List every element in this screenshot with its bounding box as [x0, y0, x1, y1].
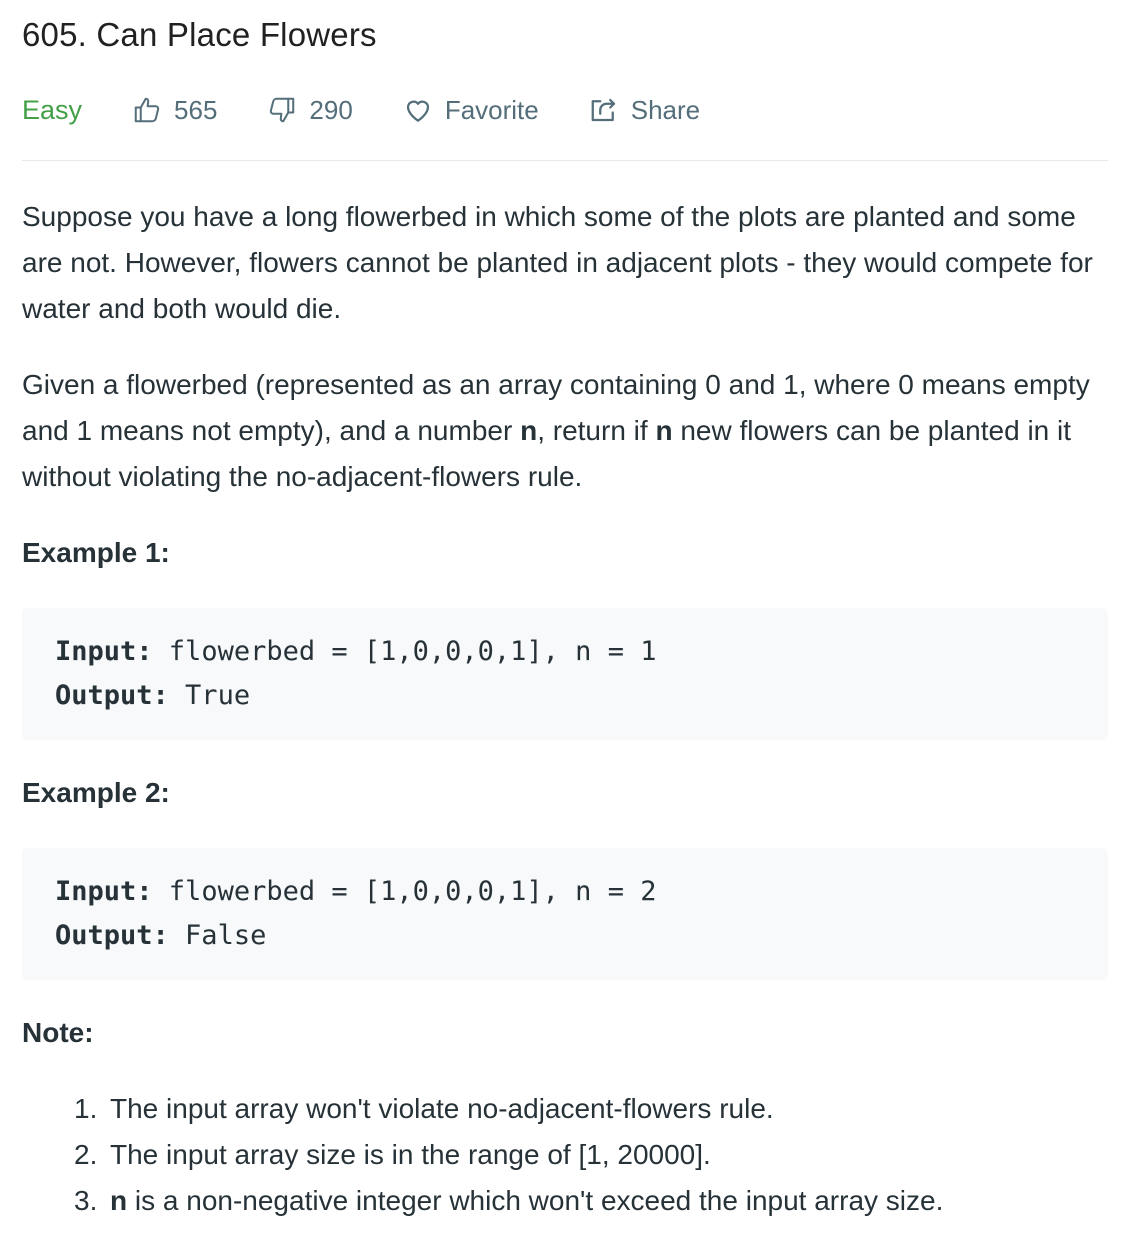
share-label: Share	[630, 94, 701, 125]
note-text: The input array won't violate no-adjacent-flowers rule.	[110, 1093, 774, 1124]
note-text: is a non-negative integer which won't exceed the input array size.	[127, 1185, 944, 1216]
heart-icon	[403, 95, 433, 125]
example-2-code	[22, 848, 1108, 980]
variable-n: n	[110, 1185, 128, 1216]
variable-n: n	[520, 415, 538, 446]
example-2-title: Example 2:	[22, 777, 170, 808]
note-number: 2.	[74, 1139, 98, 1170]
variable-n: n	[655, 415, 673, 446]
problem-description	[22, 194, 1108, 1216]
input-label: Input:	[55, 876, 153, 907]
note-number: 1.	[74, 1093, 98, 1124]
example-1-code	[22, 608, 1108, 740]
share-button[interactable]	[589, 95, 700, 126]
description-text: Given a flowerbed (represented as an array containing 0 and 1, where 0 means empty and 1 means not empty), and a number	[22, 369, 1090, 446]
input-value: flowerbed = [1,0,0,0,1], n = 1	[152, 636, 657, 667]
problem-meta-bar	[22, 88, 750, 132]
favorite-label: Favorite	[444, 94, 539, 125]
description-text: , return if	[537, 415, 656, 446]
problem-title: 605. Can Place Flowers	[22, 16, 377, 53]
thumbs-down-icon	[267, 95, 297, 125]
note-text: The input array size is in the range of [1, 20000].	[110, 1139, 711, 1170]
like-button[interactable]	[132, 95, 217, 126]
favorite-button[interactable]	[403, 95, 539, 126]
example-1-title: Example 1:	[22, 537, 170, 568]
dislike-button[interactable]	[267, 95, 352, 126]
output-label: Output:	[55, 680, 169, 711]
input-value: flowerbed = [1,0,0,0,1], n = 2	[152, 876, 657, 907]
note-list	[22, 1086, 943, 1224]
input-label: Input:	[55, 636, 153, 667]
note-title: Note:	[22, 1017, 94, 1048]
note-item	[74, 1178, 944, 1224]
share-icon	[589, 95, 619, 125]
thumbs-up-icon	[132, 95, 162, 125]
like-count: 565	[174, 94, 218, 125]
output-value: False	[168, 920, 267, 951]
output-label: Output:	[55, 920, 169, 951]
description-text: new flowers can be planted in it without violating the no-adjacent-flowers rule.	[22, 415, 1072, 492]
difficulty-badge: Easy	[22, 94, 83, 125]
description-paragraph-2	[22, 362, 1108, 500]
output-value: True	[168, 680, 251, 711]
note-item	[74, 1132, 943, 1178]
note-item	[74, 1086, 943, 1132]
dislike-count: 290	[309, 94, 353, 125]
header-divider	[22, 160, 1108, 161]
note-number: 3.	[74, 1185, 98, 1216]
description-paragraph-1: Suppose you have a long flowerbed in which some of the plots are planted and some are not. However, flowers cannot be planted in adjacent plots - they would compete for water and both would die.	[22, 201, 1093, 324]
